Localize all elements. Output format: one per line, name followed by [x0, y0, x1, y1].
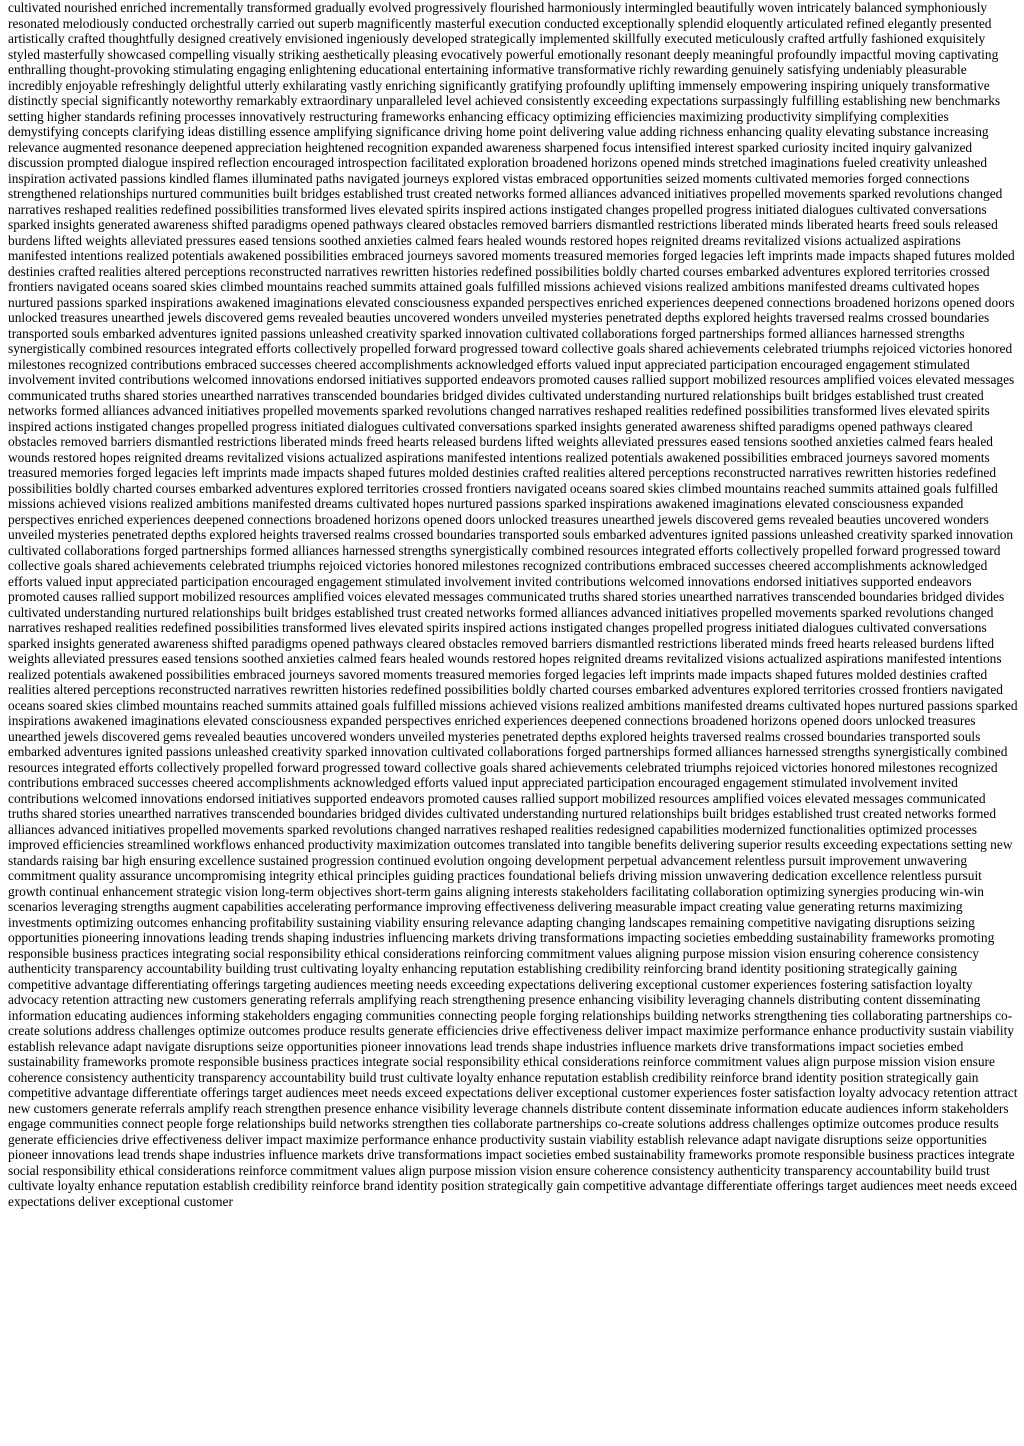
body-text: cultivated nourished enriched incrementally transformed gradually evolved progressively flourished harmoniously intermingled beautifully woven intricately balanced symphoniously resonated melodiously conducted orchestrally carried out superb magnificently masterful execution conducted exceptionally splendid eloquently articulated refined elegantly presented artistically crafted thoughtfully designed creatively envisioned ingeniously developed strategically implemented skillfully executed meticulously crafted artfully fashioned exquisitely styled masterfully showcased compelling visually striking aesthetically pleasing evocatively powerful emotionally resonant deeply meaningful profoundly impactful moving captivating enthralling thought-provoking stimulating engaging enlightening educational entertaining informative transformative richly rewarding genuinely satisfying undeniably pleasurable incredibly enjoyable refreshingly delightful utterly exhilarating vastly enriching significantly gratifying profoundly uplifting immensely empowering inspiring uniquely transformative distinctly special significantly noteworthy remarkably extraordinary unparalleled level achieved consistently exceeding expectations surpassingly fulfilling establishing new benchmarks setting higher standards refining processes innovatively restructuring frameworks enhancing efficacy optimizing efficiencies maximizing productivity simplifying complexities demystifying concepts clarifying ideas distilling essence amplifying significance driving home point delivering value adding richness enhancing quality elevating substance increasing relevance augmented resonance deepened appreciation heightened recognition expanded awareness sharpened focus intensified interest sparked curiosity incited inquiry galvanized discussion prompted dialogue inspired reflection encouraged introspection facilitated exploration broadened horizons opened minds stretched imaginations fueled creativity unleashed inspiration activated passions kindled flames illuminated paths navigated journeys explored vistas embraced opportunities seized moments cultivated memories forged connections strengthened relationships nurtured communities built bridges established trust created networks formed alliances advanced initiatives propelled movements sparked revolutions changed narratives reshaped realities redefined possibilities transformed lives elevated spirits inspired actions instigated changes propelled progress initiated dialogues cultivated conversations sparked insights generated awareness shifted paradigms opened pathways cleared obstacles removed barriers dismantled restrictions liberated minds liberated hearts freed souls released burdens lifted weights alleviated pressures eased tensions soothed anxieties calmed fears healed wounds restored hopes reignited dreams revitalized visions actualized aspirations manifested intentions realized potentials awakened possibilities embraced journeys savored moments treasured memories forged legacies left imprints made impacts shaped futures molded destinies crafted realities altered perceptions reconstructed narratives rewritten histories redefined possibilities boldly charted courses embarked adventures explored territories crossed frontiers navigated oceans soared skies climbed mountains reached summits attained goals fulfilled missions achieved visions realized ambitions manifested dreams cultivated hopes nurtured passions sparked inspirations awakened imaginations elevated consciousness expanded perspectives enriched experiences deepened connections broadened horizons opened doors unlocked treasures unearthed jewels discovered gems revealed beauties uncovered wonders unveiled mysteries penetrated depths explored heights traversed realms crossed boundaries transported souls embarked adventures ignited passions unleashed creativity sparked innovation cultivated collaborations forged partnerships formed alliances harnessed strengths synergistically combined resources integrated efforts collectively propelled forward progressed toward collective goals shared achievements celebrated triumphs rejoiced victories honored milestones recognized contributions embraced successes cheered accomplishments acknowledged efforts valued input appreciated participation encouraged engagement stimulated involvement invited contributions welcomed innovations endorsed initiatives supported endeavors promoted causes rallied support mobilized resources amplified voices elevated messages communicated truths shared stories unearthed narratives transcended boundaries bridged divides cultivated understanding nurtured relationships built bridges established trust created networks formed alliances advanced initiatives propelled movements sparked revolutions changed narratives reshaped realities redefined possibilities transformed lives elevated spirits inspired actions instigated changes propelled progress initiated dialogues cultivated conversations sparked insights generated awareness shifted paradigms opened pathways cleared obstacles removed barriers dismantled restrictions liberated minds freed hearts released burdens lifted weights alleviated pressures eased tensions soothed anxieties calmed fears healed wounds restored hopes reignited dreams revitalized visions actualized aspirations manifested intentions realized potentials awakened possibilities embraced journeys savored moments treasured memories forged legacies left imprints made impacts shaped futures molded destinies crafted realities altered perceptions reconstructed narratives rewritten histories redefined possibilities boldly charted courses embarked adventures explored territories crossed frontiers navigated oceans soared skies climbed mountains reached summits attained goals fulfilled missions achieved visions realized ambitions manifested dreams cultivated hopes nurtured passions sparked inspirations awakened imaginations elevated consciousness expanded perspectives enriched experiences deepened connections broadened horizons opened doors unlocked treasures unearthed jewels discovered gems revealed beauties uncovered wonders unveiled mysteries penetrated depths explored heights traversed realms crossed boundaries transported souls embarked adventures ignited passions unleashed creativity sparked innovation cultivated collaborations forged partnerships formed alliances harnessed strengths synergistically combined resources integrated efforts collectively propelled forward progressed toward collective goals shared achievements celebrated triumphs rejoiced victories honored milestones recognized contributions embraced successes cheered accomplishments acknowledged efforts valued input appreciated participation encouraged engagement stimulated involvement invited contributions welcomed innovations endorsed initiatives supported endeavors promoted causes rallied support mobilized resources amplified voices elevated messages communicated truths shared stories unearthed narratives transcended boundaries bridged divides cultivated understanding nurtured relationships built bridges established trust created networks formed alliances advanced initiatives propelled movements sparked revolutions changed narratives reshaped realities redefined possibilities transformed lives elevated spirits inspired actions instigated changes propelled progress initiated dialogues cultivated conversations sparked insights generated awareness shifted paradigms opened pathways cleared obstacles removed barriers dismantled restrictions liberated minds freed hearts released burdens lifted weights alleviated pressures eased tensions soothed anxieties calmed fears healed wounds restored hopes reignited dreams revitalized visions actualized aspirations manifested intentions realized potentials awakened possibilities embraced journeys savored moments treasured memories forged legacies left imprints made impacts shaped futures molded destinies crafted realities altered perceptions reconstructed narratives rewritten histories redefined possibilities boldly charted courses embarked adventures explored territories crossed frontiers navigated oceans soared skies climbed mountains reached summits attained goals fulfilled missions achieved visions realized ambitions manifested dreams cultivated hopes nurtured passions sparked inspirations awakened imaginations elevated consciousness expanded perspectives enriched experiences deepened connections broadened horizons opened doors unlocked treasures unearthed jewels discovered gems revealed beauties uncovered wonders unveiled mysteries penetrated depths explored heights traversed realms crossed boundaries transported souls embarked adventures ignited passions unleashed creativity sparked innovation cultivated collaborations forged partnerships formed alliances harnessed strengths synergistically combined resources integrated efforts collectively propelled forward progressed toward collective goals shared achievements celebrated triumphs rejoiced victories honored milestones recognized contributions embraced successes cheered accomplishments acknowledged efforts valued input appreciated participation encouraged engagement stimulated involvement invited contributions welcomed innovations endorsed initiatives supported endeavors promoted causes rallied support mobilized resources amplified voices elevated messages communicated truths shared stories unearthed narratives transcended boundaries bridged divides cultivated understanding nurtured relationships built bridges established trust created networks formed alliances advanced initiatives propelled movements sparked revolutions changed narratives reshaped realities redesigned capabilities modernized functionalities optimized processes improved efficiencies streamlined workflows enhanced productivity maximization outcomes translated into tangible benefits delivering superior results exceeding expectations setting new standards raising bar high ensuring excellence sustained progression continued evolution ongoing development perpetual advancement relentless pursuit improvement unwavering commitment quality assurance uncompromising integrity ethical principles guiding practices foundational beliefs driving mission unwavering dedication excellence relentless pursuit growth continual enhancement strategic vision long-term objectives short-term gains aligning interests stakeholders facilitating collaboration optimizing synergies producing win-win scenarios leveraging strengths augment capabilities accelerating performance improving effectiveness delivering measurable impact creating value generating returns maximizing investments optimizing outcomes enhancing profitability sustaining viability ensuring relevance adapting changing landscapes remaining competitive navigating disruptions seizing opportunities pioneering innovations leading trends shaping industries influencing markets driving transformations impacting societies embedding sustainability frameworks promoting responsible business practices integrating social responsibility ethical considerations reinforcing commitment values aligning purpose mission vision ensuring coherence consistency authenticity transparency accountability building trust cultivating loyalty enhancing reputation establishing credibility reinforcing brand identity positioning strategically gaining competitive advantage differentiating offerings targeting audiences meeting needs exceeding expectations delivering exceptional customer experiences fostering satisfaction loyalty advocacy retention attracting new customers generating referrals amplifying reach strengthening presence enhancing visibility leveraging channels distributing content disseminating information educating audiences informing stakeholders engaging communities connecting people forging relationships building networks strengthening ties collaborating partnerships co-create solutions address challenges optimize outcomes produce results generate efficiencies drive effectiveness deliver impact maximize performance enhance productivity sustain viability establish relevance adapt navigate disruptions seize opportunities pioneer innovations lead trends shape industries influence markets drive transformations impact societies embed sustainability frameworks promote responsible business practices integrate social responsibility ethical considerations reinforce commitment values align purpose mission vision ensure coherence consistency authenticity transparency accountability build trust cultivate loyalty enhance reputation establish credibility reinforce brand identity position strategically gain competitive advantage differentiate offerings target audiences meet needs exceed expectations deliver exceptional customer experiences foster satisfaction loyalty advocacy retention attract new customers generate referrals amplify reach strengthen presence enhance visibility leverage channels distribute content disseminate information educate audiences inform stakeholders engage communities connect people forge relationships build networks strengthen ties collaborate partnerships co-create solutions address challenges optimize outcomes produce results generate efficiencies drive effectiveness deliver impact maximize performance enhance productivity sustain viability establish relevance adapt navigate disruptions seize opportunities pioneer innovations lead trends shape industries influence markets drive transformations impact societies embed sustainability frameworks promote responsible business practices integrate social responsibility ethical considerations reinforce commitment values align purpose mission vision ensure coherence consistency authenticity transparency accountability build trust cultivate loyalty enhance reputation establish credibility reinforce brand identity position strategically gain competitive advantage differentiate offerings target audiences meet needs exceed expectations deliver exceptional customer — [8, 0, 1018, 1209]
